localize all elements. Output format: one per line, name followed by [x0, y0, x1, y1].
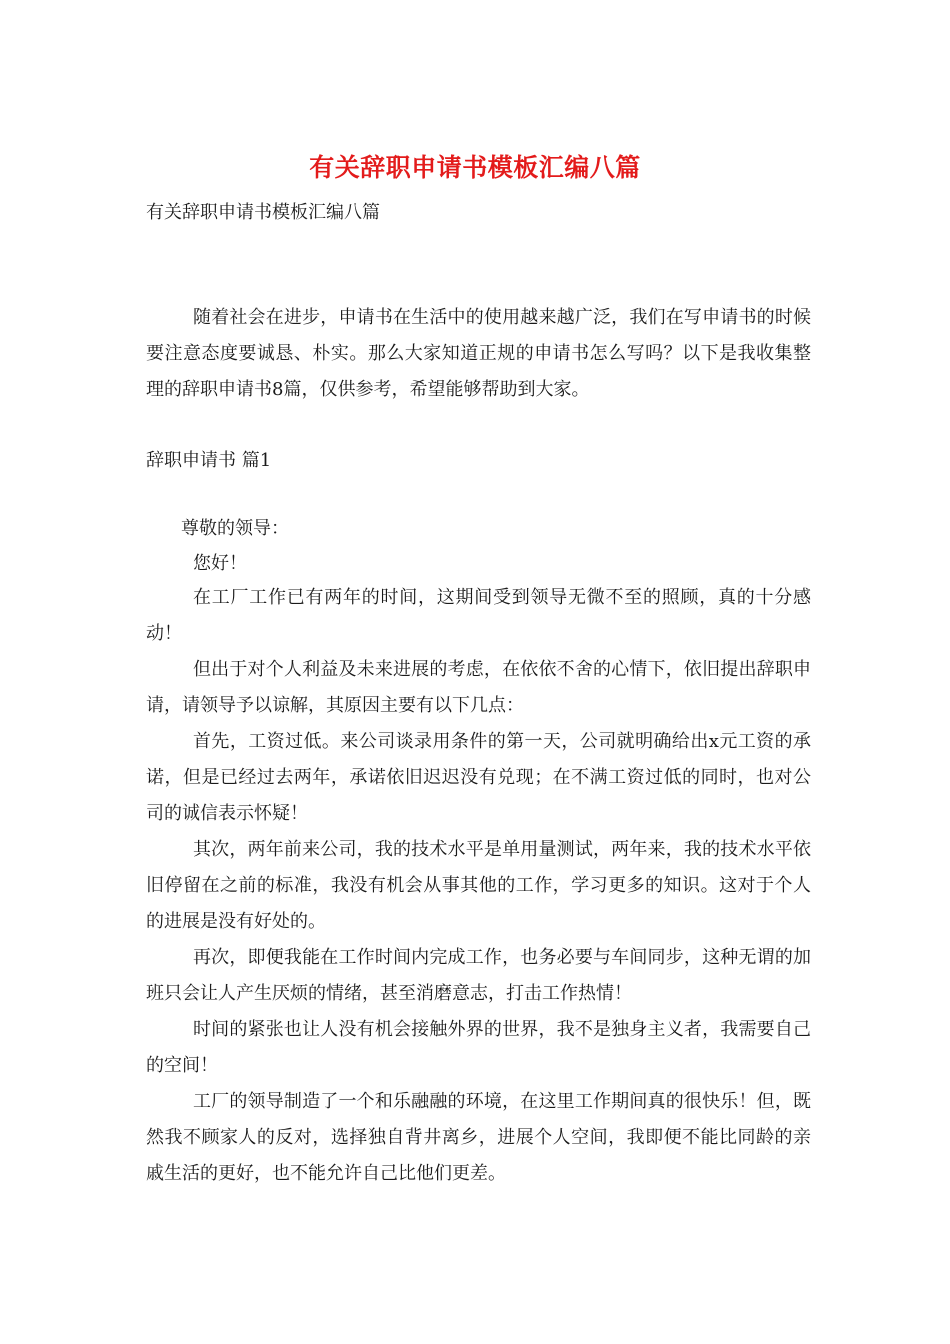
intro-paragraph: 随着社会在进步，申请书在生活中的使用越来越广泛，我们在写申请书的时候要注意态度要诚恳、朴实。那么大家知道正规的申请书怎么写吗？以下是我收集整理的辞职申请书8篇，仅供参考，希望能够帮助到大家。: [146, 307, 811, 400]
body-paragraph-6: 时间的紧张也让人没有机会接触外界的世界，我不是独身主义者，我需要自己的空间！: [146, 1019, 811, 1076]
section-heading: 辞职申请书 篇1: [146, 450, 272, 471]
document-subtitle: 有关辞职申请书模板汇编八篇: [146, 202, 380, 223]
body-paragraph-7: 工厂的领导制造了一个和乐融融的环境，在这里工作期间真的很快乐！但，既然我不顾家人的反对，选择独自背井离乡，进展个人空间，我即便不能比同龄的亲戚生活的更好，也不能允许自己比他们更差。: [146, 1091, 811, 1184]
document-title: 有关辞职申请书模板汇编八篇: [309, 153, 641, 182]
body-paragraph-5: 再次，即便我能在工作时间内完成工作，也务必要与车间同步，这种无谓的加班只会让人产生厌烦的情绪，甚至消磨意志，打击工作热情！: [146, 947, 811, 1004]
salutation: 尊敬的领导：: [181, 518, 289, 539]
body-paragraph-3: 首先，工资过低。来公司谈录用条件的第一天，公司就明确给出x元工资的承诺，但是已经过去两年，承诺依旧迟迟没有兑现；在不满工资过低的同时，也对公司的诚信表示怀疑！: [146, 731, 811, 824]
body-paragraph-1: 在工厂工作已有两年的时间，这期间受到领导无微不至的照顾，真的十分感动！: [146, 587, 811, 644]
body-paragraph-2: 但出于对个人利益及未来进展的考虑，在依依不舍的心情下，依旧提出辞职申请，请领导予以谅解，其原因主要有以下几点：: [146, 659, 811, 716]
greeting: 您好！: [193, 553, 247, 574]
body-paragraph-4: 其次，两年前来公司，我的技术水平是单用量测试，两年来，我的技术水平依旧停留在之前的标准，我没有机会从事其他的工作，学习更多的知识。这对于个人的进展是没有好处的。: [146, 839, 811, 932]
